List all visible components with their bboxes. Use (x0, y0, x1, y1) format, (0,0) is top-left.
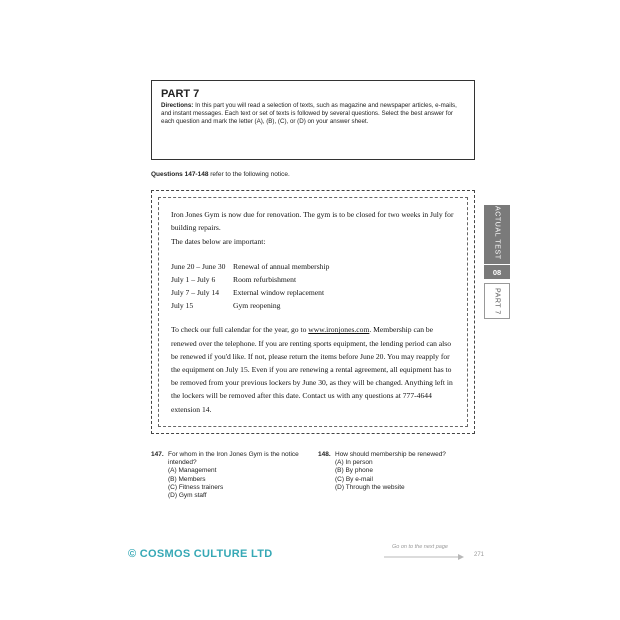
answer-option[interactable]: (C) Fitness trainers (168, 483, 224, 491)
date-range: July 15 (171, 301, 194, 311)
actual-test-label: ACTUAL TEST (493, 205, 501, 260)
questions-intro-text: refer to the following notice. (210, 171, 290, 178)
date-row (171, 286, 457, 299)
directions-label: Directions: (161, 102, 194, 109)
question-148 (318, 451, 478, 492)
notice-box (151, 190, 475, 434)
directions-text (161, 102, 465, 127)
paragraph-2-start: To check our full calendar for the year, go to (171, 325, 309, 335)
question-number: 147. (151, 451, 164, 458)
dates-table (171, 260, 457, 313)
copyright-notice: © COSMOS CULTURE LTD (128, 548, 273, 560)
paragraph-2-end: . Membership can be renewed over the telephone. If you are renting sports equipment, the lending period can also be renewed if you'd like. If not, please return the items before June 20. You may reapply for the equipment on July 15. Even if you are renewing a rental agreement, all equipment has to be removed from your previous lockers by June 30, as they will be changed. Anything left in the lockers will be removed after this date. Contact us with any questions at 777-4644 extension 14. (171, 325, 453, 414)
notice-content (158, 197, 468, 427)
website-link[interactable]: www.ironjones.com (308, 325, 370, 335)
questions-range: Questions 147-148 (151, 171, 209, 178)
date-row (171, 260, 457, 273)
answer-option[interactable]: (D) Through the website (335, 483, 405, 491)
date-row (171, 273, 457, 286)
notice-paragraph-1: Iron Jones Gym is now due for renovation. The gym is to be closed for two weeks in July for building repairs. (171, 210, 454, 233)
date-range: June 20 – June 30 (171, 261, 226, 271)
date-event: Gym reopening (233, 301, 281, 311)
answer-option[interactable]: (A) Management (168, 467, 217, 475)
actual-test-tab (484, 205, 510, 279)
dates-label: The dates below are important: (171, 237, 266, 247)
directions-box (151, 80, 475, 160)
question-text: How should membership be renewed? (335, 451, 446, 458)
question-number: 148. (318, 451, 331, 458)
answer-option[interactable]: (D) Gym staff (168, 492, 207, 500)
date-row (171, 299, 457, 312)
question-147 (151, 451, 301, 500)
part-tab: PART 7 (484, 283, 510, 319)
page-number: 271 (474, 552, 485, 558)
questions-intro (151, 171, 290, 178)
notice-paragraph-2 (171, 323, 457, 415)
next-page-arrow-icon (384, 554, 464, 560)
question-text: For whom in the Iron Jones Gym is the notice intended? (168, 451, 299, 467)
test-number: 08 (484, 264, 510, 277)
answer-option[interactable]: (A) In person (335, 459, 373, 467)
date-event: External window replacement (233, 288, 325, 298)
answer-option[interactable]: (B) Members (168, 475, 206, 483)
next-page-label: Go on to the next page (392, 544, 448, 550)
answer-option[interactable]: (C) By e-mail (335, 475, 373, 483)
date-range: July 1 – July 6 (171, 274, 216, 284)
date-range: July 7 – July 14 (171, 288, 220, 298)
part-title: PART 7 (161, 88, 200, 100)
date-event: Room refurbishment (233, 274, 297, 284)
directions-body: In this part you will read a selection of texts, such as magazine and newspaper articles, e-mails, and instant messages. Each text or set of texts is followed by several questions. Select the best answer for each question and mark the letter (A), (B), (C), or (D) on your answer sheet. (161, 102, 457, 126)
answer-option[interactable]: (B) By phone (335, 467, 373, 475)
date-event: Renewal of annual membership (233, 261, 330, 271)
